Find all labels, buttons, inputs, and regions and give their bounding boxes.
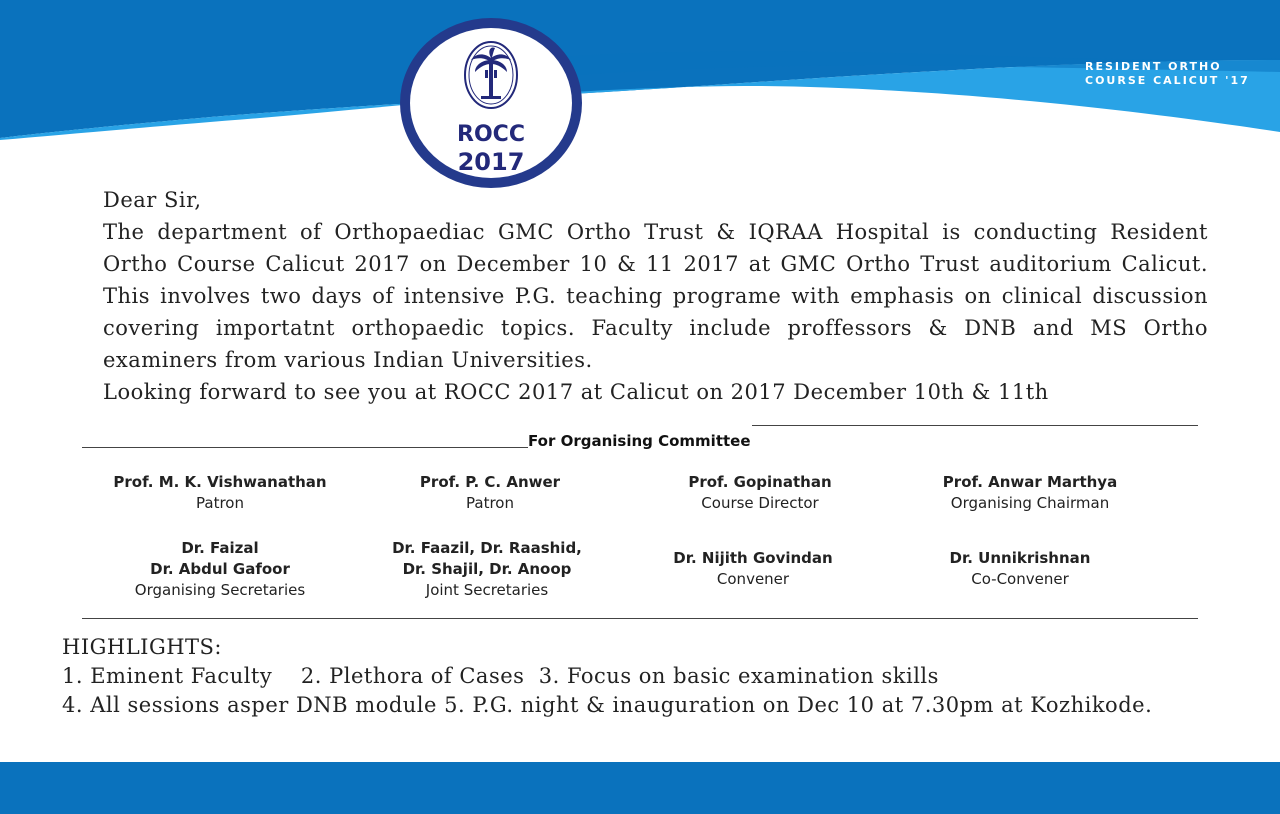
highlights-line-1: 1. Eminent Faculty 2. Plethora of Cases 3. Focus on basic examination skills <box>62 664 939 688</box>
member-name: Prof. P. C. Anwer <box>419 473 561 491</box>
committee-member <box>885 472 1175 514</box>
member-name: Prof. Gopinathan <box>688 473 832 491</box>
divider-bottom <box>82 618 1198 619</box>
corner-title <box>1085 60 1250 88</box>
member-name: Dr. Nijith Govindan <box>673 549 833 567</box>
committee-member <box>608 548 898 590</box>
header-banner <box>0 0 1280 200</box>
palm-tree-emblem-icon <box>463 40 519 110</box>
footer-bar <box>0 762 1280 814</box>
logo-year: 2017 <box>457 148 525 176</box>
divider-right <box>752 425 1198 426</box>
member-role: Convener <box>716 570 790 588</box>
member-name-line1: Dr. Faizal <box>181 539 259 557</box>
member-role: Organising Secretaries <box>134 581 306 599</box>
committee-member <box>342 538 632 601</box>
highlights-section <box>62 633 1152 720</box>
closing-line: Looking forward to see you at ROCC 2017 at Calicut on 2017 December 10th & 11th <box>103 380 1049 404</box>
member-role: Co-Convener <box>971 570 1069 588</box>
member-name: Prof. M. K. Vishwanathan <box>113 473 327 491</box>
highlights-line-2: 4. All sessions asper DNB module 5. P.G. night & inauguration on Dec 10 at 7.30pm at Kozhikode. <box>62 693 1153 717</box>
member-name-line1: Dr. Faazil, Dr. Raashid, <box>392 539 582 557</box>
divider-left <box>82 447 528 448</box>
letter-paragraph: The department of Orthopaediac GMC Ortho Trust & IQRAA Hospital is conducting Resident Ortho Course Calicut 2017 on December 10 & 11 2017 at GMC Ortho Trust auditorium Calicut. This involves two days of intensive P.G. teaching programe with emphasis on clinical discussion covering importatnt orthopaedic topics. Faculty include proffessors & DNB and MS Ortho examiners from various Indian Universities. <box>103 220 1208 372</box>
corner-title-line2: COURSE CALICUT '17 <box>1085 74 1250 87</box>
member-role: Joint Secretaries <box>425 581 549 599</box>
committee-member <box>75 472 365 514</box>
rocc-logo <box>400 18 582 188</box>
salutation: Dear Sir, <box>103 188 202 212</box>
member-role: Course Director <box>701 494 819 512</box>
highlights-title: HIGHLIGHTS: <box>62 635 222 659</box>
member-role: Organising Chairman <box>950 494 1110 512</box>
member-role: Patron <box>196 494 244 512</box>
member-name: Prof. Anwar Marthya <box>942 473 1118 491</box>
committee-member <box>345 472 635 514</box>
logo-title: ROCC <box>457 122 525 147</box>
letter-body <box>73 184 1208 408</box>
member-name-line2: Dr. Shajil, Dr. Anoop <box>402 560 572 578</box>
member-name-line2: Dr. Abdul Gafoor <box>150 560 290 578</box>
corner-title-line1: RESIDENT ORTHO <box>1085 60 1222 73</box>
member-name: Dr. Unnikrishnan <box>949 549 1091 567</box>
committee-member <box>615 472 905 514</box>
committee-label: For Organising Committee <box>528 432 751 450</box>
committee-member <box>75 538 365 601</box>
member-role: Patron <box>466 494 514 512</box>
committee-member <box>875 548 1165 590</box>
